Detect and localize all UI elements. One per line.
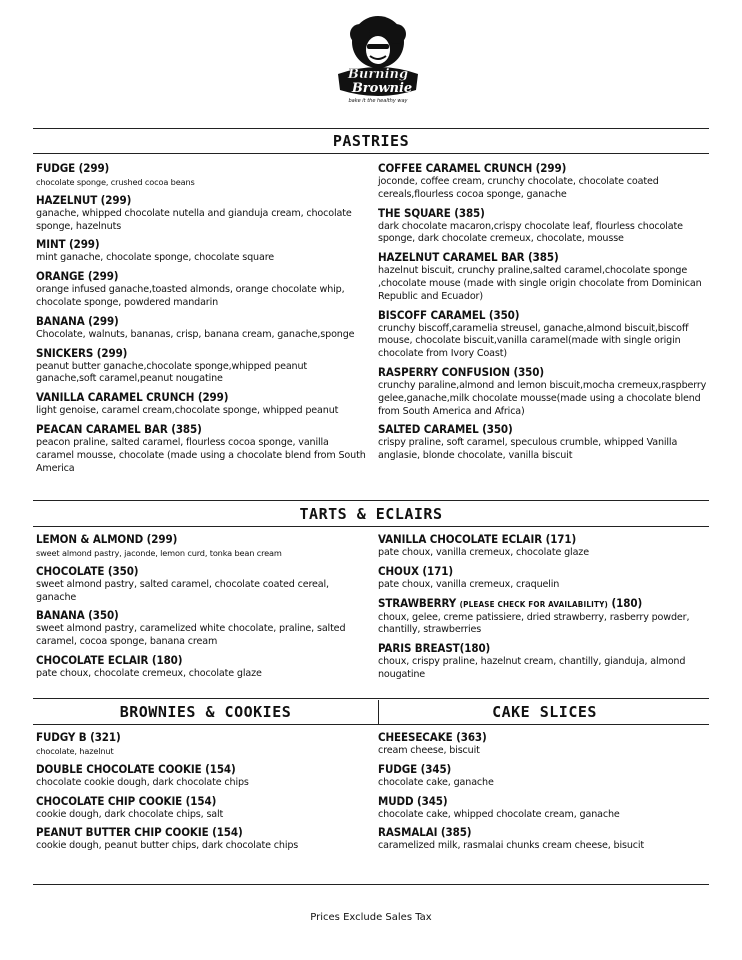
menu-item-name [36,237,366,252]
menu-item-title: CHOCOLATE (350) [36,563,139,578]
section-title-pastries: PASTRIES [332,132,410,150]
menu-item-description: light genoise, caramel cream,chocolate sponge, whipped peanut [36,405,339,417]
brand-logo [330,12,426,104]
menu-item-description: ganache, whipped chocolate nutella and gianduja cream, chocolate sponge, hazelnuts [36,207,352,232]
menu-item [36,762,366,790]
menu-item [36,608,366,649]
menu-item-description: crunchy biscoff,caramelia streusel, ganache,almond biscuit,biscoff mouse, chocolate biscuit,vanilla caramel(made with single origin chocolate from Ivory Coast) [378,322,689,360]
menu-item [378,641,708,682]
section-rule [33,526,709,527]
menu-item-title: FUDGE (299) [36,161,110,175]
section-rule [33,500,709,501]
menu-item [36,532,366,560]
menu-item-description: chocolate cake, ganache [378,776,494,788]
menu-item-title: CHOCOLATE CHIP COOKIE (154) [36,793,217,808]
menu-item [378,762,708,790]
menu-item-title: CHOUX (171) [378,563,453,578]
menu-item-name [378,206,708,221]
menu-item-title: FUDGY B (321) [36,730,121,744]
tarts-right-column [378,532,708,686]
menu-item-name [36,564,366,579]
menu-item-title: LEMON & ALMOND (299) [36,532,178,546]
menu-item-title: BISCOFF CARAMEL (350) [378,307,520,322]
section-title-brownies: BROWNIES & COOKIES [119,703,292,721]
menu-item-description: peacon praline, salted caramel, flourless cocoa sponge, vanilla caramel mousse, chocolate (made using a chocolate blend from South America [36,436,366,474]
menu-item [36,825,366,853]
availability-note: (PLEASE CHECK FOR AVAILABILITY) [459,599,609,609]
menu-item-description: orange infused ganache,toasted almonds, orange chocolate whip, chocolate sponge, powdered mandarin [36,284,345,308]
menu-item-name [378,250,708,265]
menu-item-description: pate choux, chocolate cremeux, chocolate glaze [36,667,262,679]
menu-item-description: cookie dough, peanut butter chips, dark chocolate chips [36,840,299,852]
menu-item-name [378,825,708,840]
menu-item-title: VANILLA CARAMEL CRUNCH (299) [36,390,229,405]
menu-item-description: chocolate, hazelnut [36,746,114,756]
menu-item-name [36,193,366,208]
menu-item-name [378,641,708,656]
menu-item-title: CHEESECAKE (363) [378,730,487,744]
menu-item-description: sweet almond pastry, caramelized white chocolate, praline, salted caramel, cocoa sponge, banana cream [36,623,346,648]
menu-item-name [378,762,708,777]
menu-item [378,206,708,247]
menu-item [36,314,366,342]
menu-item [36,422,366,475]
menu-item [378,596,708,638]
section-rule [33,153,709,154]
menu-item-description: crispy praline, soft caramel, speculous crumble, whipped Vanilla anglasie, blonde chocolate, vanilla biscuit [378,437,678,462]
menu-item-name [378,596,708,612]
menu-item [36,390,366,418]
menu-item [36,161,366,189]
menu-item-name [36,161,366,176]
menu-item [36,269,366,310]
menu-item-name [378,365,708,380]
menu-item-name [36,653,366,668]
menu-item-name [378,161,708,176]
menu-item-description: cream cheese, biscuit [378,745,480,756]
menu-item-title: STRAWBERRY [378,595,457,610]
menu-item-name [36,730,366,745]
brand-name-line2: Brownie [351,81,413,96]
menu-item [378,730,708,758]
menu-item-title: SALTED CARAMEL (350) [378,422,513,437]
footer-note: Prices Exclude Sales Tax [310,912,432,923]
menu-item-title: MUDD (345) [378,793,448,808]
menu-item-title: THE SQUARE (385) [378,205,485,220]
pastries-right-column [378,161,708,467]
menu-item-name [36,762,366,777]
menu-item-title: COFFEE CARAMEL CRUNCH (299) [378,161,567,175]
menu-item-description: choux, crispy praline, hazelnut cream, chantilly, gianduja, almond nougatine [378,656,686,680]
menu-item [378,365,708,418]
menu-item-description: mint ganache, chocolate sponge, chocolate square [36,252,275,264]
brand-tagline: bake it the healthy way [348,98,408,104]
section-title-cakes: CAKE SLICES [492,703,597,721]
menu-item [378,161,708,202]
menu-item [36,730,366,758]
menu-item-description: choux, gelee, creme patissiere, dried strawberry, rasberry powder, chantilly, strawberries [378,611,690,636]
section-rule [33,128,709,129]
menu-item-description: crunchy paraline,almond and lemon biscuit,mocha cremeux,raspberry gelee,ganache,milk chocolate mousse(made using a chocolate blend from South America and Africa) [378,379,707,417]
column-divider [378,700,379,724]
menu-item-title: PEACAN CARAMEL BAR (385) [36,421,202,436]
menu-item-title: PARIS BREAST(180) [378,641,491,656]
menu-item-title: PEANUT BUTTER CHIP COOKIE (154) [36,825,243,840]
menu-item-title: RASPERRY CONFUSION (350) [378,364,544,379]
brand-logo-mark [330,12,426,104]
menu-item [36,564,366,605]
menu-item-description: joconde, coffee cream, crunchy chocolate, chocolate coated cereals,flourless cocoa sponge, ganache [378,176,659,200]
menu-item-description: Chocolate, walnuts, bananas, crisp, banana cream, ganache,sponge [36,328,355,340]
menu-item [378,532,708,560]
menu-item-description: dark chocolate macaron,crispy chocolate leaf, flourless chocolate sponge, dark chocolate cremeux, chocolate, mousse [378,220,683,245]
menu-item-description: peanut butter ganache,chocolate sponge,whipped peanut ganache,soft caramel,peanut nougatine [36,360,308,385]
menu-item-name [36,825,366,840]
menu-item-name [36,794,366,809]
menu-item [378,422,708,463]
menu-item [378,794,708,822]
menu-item-title: VANILLA CHOCOLATE ECLAIR (171) [378,532,577,546]
menu-item [378,308,708,361]
menu-item-name [378,532,708,547]
menu-item-description: sweet almond pastry, salted caramel, chocolate coated cereal, ganache [36,578,329,603]
cakes-column [378,730,708,857]
menu-item [36,346,366,387]
menu-item-description: hazelnut biscuit, crunchy praline,salted caramel,chocolate sponge ,chocolate mouse (made with single origin chocolate from Dominican Republic and Ecuador) [378,265,702,302]
menu-item-description: caramelized milk, rasmalai chunks cream cheese, bisucit [378,840,645,852]
menu-item-description: chocolate sponge, crushed cocoa beans [36,177,195,187]
menu-item-name [378,422,708,437]
menu-item [378,825,708,853]
menu-item [36,237,366,265]
brand-name-line1: Burning [347,67,409,82]
menu-item-description: chocolate cake, whipped chocolate cream, ganache [378,808,620,820]
menu-item [378,564,708,592]
menu-item-name [378,564,708,579]
menu-item [378,250,708,303]
menu-item [36,794,366,822]
menu-item [36,653,366,681]
menu-item-description: pate choux, vanilla cremeux, craquelin [378,578,560,590]
menu-item-title: BANANA (350) [36,608,119,623]
menu-item-name [36,422,366,437]
menu-item-description: pate choux, vanilla cremeux, chocolate glaze [378,547,589,558]
menu-item-title: BANANA (299) [36,313,119,328]
menu-item-description: chocolate cookie dough, dark chocolate chips [36,776,249,788]
section-rule [33,884,709,885]
section-title-tarts: TARTS & ECLAIRS [299,505,443,523]
menu-item-price: (180) [611,595,643,610]
menu-item-name [36,269,366,284]
menu-item-name [36,390,366,405]
menu-item-title: FUDGE (345) [378,761,452,776]
menu-item-title: MINT (299) [36,237,100,252]
menu-item-name [36,346,366,361]
menu-item-name [378,794,708,809]
brownies-column [36,730,366,857]
menu-item-name [378,308,708,323]
menu-item-name [36,314,366,329]
menu-item [36,193,366,234]
section-rule [33,724,709,725]
menu-item-title: DOUBLE CHOCOLATE COOKIE (154) [36,761,236,776]
menu-item-name [36,532,366,547]
section-rule [33,698,709,699]
menu-item-description: cookie dough, dark chocolate chips, salt [36,808,224,820]
menu-item-title: SNICKERS (299) [36,345,128,360]
menu-item-title: HAZELNUT (299) [36,192,132,207]
tarts-left-column [36,532,366,685]
menu-item-title: CHOCOLATE ECLAIR (180) [36,652,183,667]
menu-item-description: sweet almond pastry, jaconde, lemon curd, tonka bean cream [36,548,282,558]
menu-item-title: RASMALAI (385) [378,825,472,840]
menu-item-title: ORANGE (299) [36,269,119,284]
menu-item-name [378,730,708,745]
pastries-left-column [36,161,366,479]
menu-item-title: HAZELNUT CARAMEL BAR (385) [378,250,559,265]
menu-item-name [36,608,366,623]
